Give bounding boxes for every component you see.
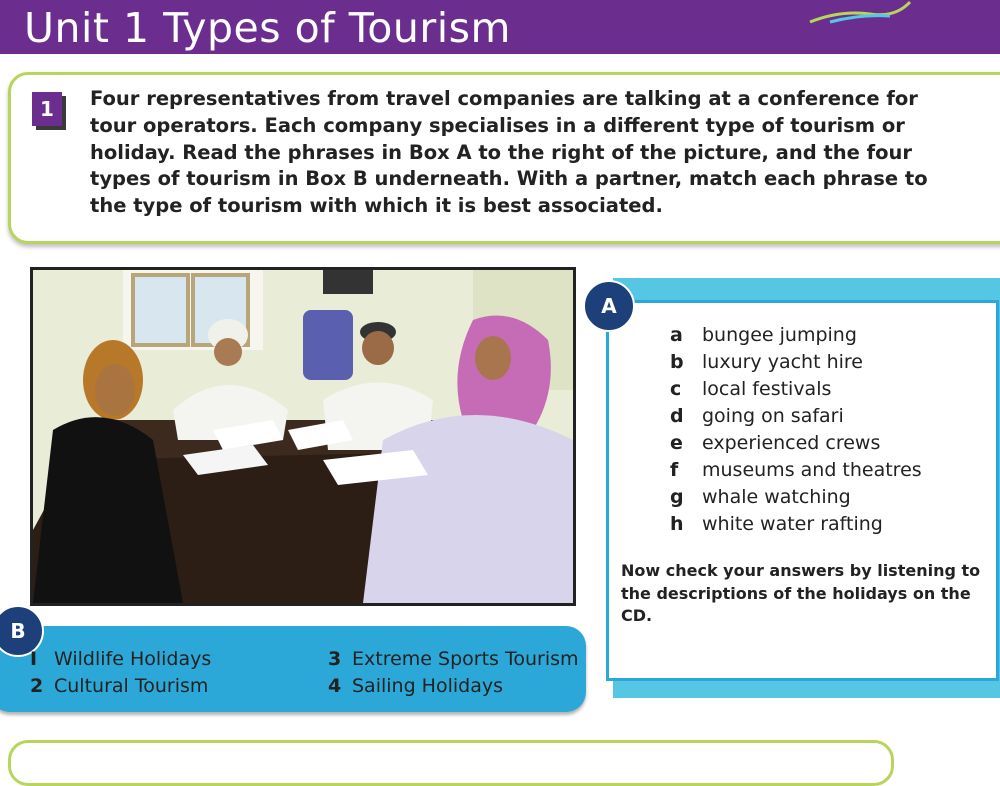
box-b-label: B [0,605,44,657]
unit-header [0,0,1000,54]
list-item [670,378,990,405]
item-letter: h [670,513,684,535]
item-number: I [30,648,38,670]
page-title: Unit 1 Types of Tourism [24,4,511,52]
activity-number: 1 [32,92,62,126]
box-a-label: A [583,280,635,332]
meeting-photo-illustration [33,270,573,603]
list-item [670,513,990,540]
meeting-photo [30,267,576,606]
box-b-item [328,648,579,670]
list-item [670,405,990,432]
item-number: 2 [30,675,44,697]
item-text: Cultural Tourism [54,675,209,697]
item-text: bungee jumping [702,324,857,346]
item-number: 3 [328,648,342,670]
item-text: white water rafting [702,513,883,535]
item-letter: e [670,432,683,454]
check-answers-text: Now check your answers by listening to the descriptions of the holidays on the CD. [621,561,981,625]
decorative-swirl-icon [800,0,920,24]
item-letter: a [670,324,683,346]
item-letter: d [670,405,684,427]
list-item [670,324,990,351]
item-text: luxury yacht hire [702,351,863,373]
item-text: Wildlife Holidays [54,648,212,670]
list-item [670,351,990,378]
item-text: going on safari [702,405,844,427]
item-text: museums and theatres [702,459,922,481]
item-letter: f [670,459,679,481]
next-activity-box [8,740,894,786]
instruction-text: Four representatives from travel companies are talking at a conference for tour operators. Each company specialises in a different type of tourism or holiday. Read the phrases in Box A to the right of the picture, and the four types of tourism in Box B underneath. With a partner, match each phrase to the type of tourism with which it is best associated. [90,87,928,218]
box-b-item [30,675,208,697]
item-letter: c [670,378,682,400]
item-text: Extreme Sports Tourism [352,648,579,670]
item-number: 4 [328,675,342,697]
box-a-list [670,324,990,540]
item-text: experienced crews [702,432,881,454]
box-b-item [328,675,503,697]
item-text: local festivals [702,378,832,400]
item-text: Sailing Holidays [352,675,503,697]
list-item [670,459,990,486]
item-letter: b [670,351,684,373]
list-item [670,432,990,459]
box-b-item [30,648,211,670]
list-item [670,486,990,513]
item-text: whale watching [702,486,851,508]
item-letter: g [670,486,684,508]
